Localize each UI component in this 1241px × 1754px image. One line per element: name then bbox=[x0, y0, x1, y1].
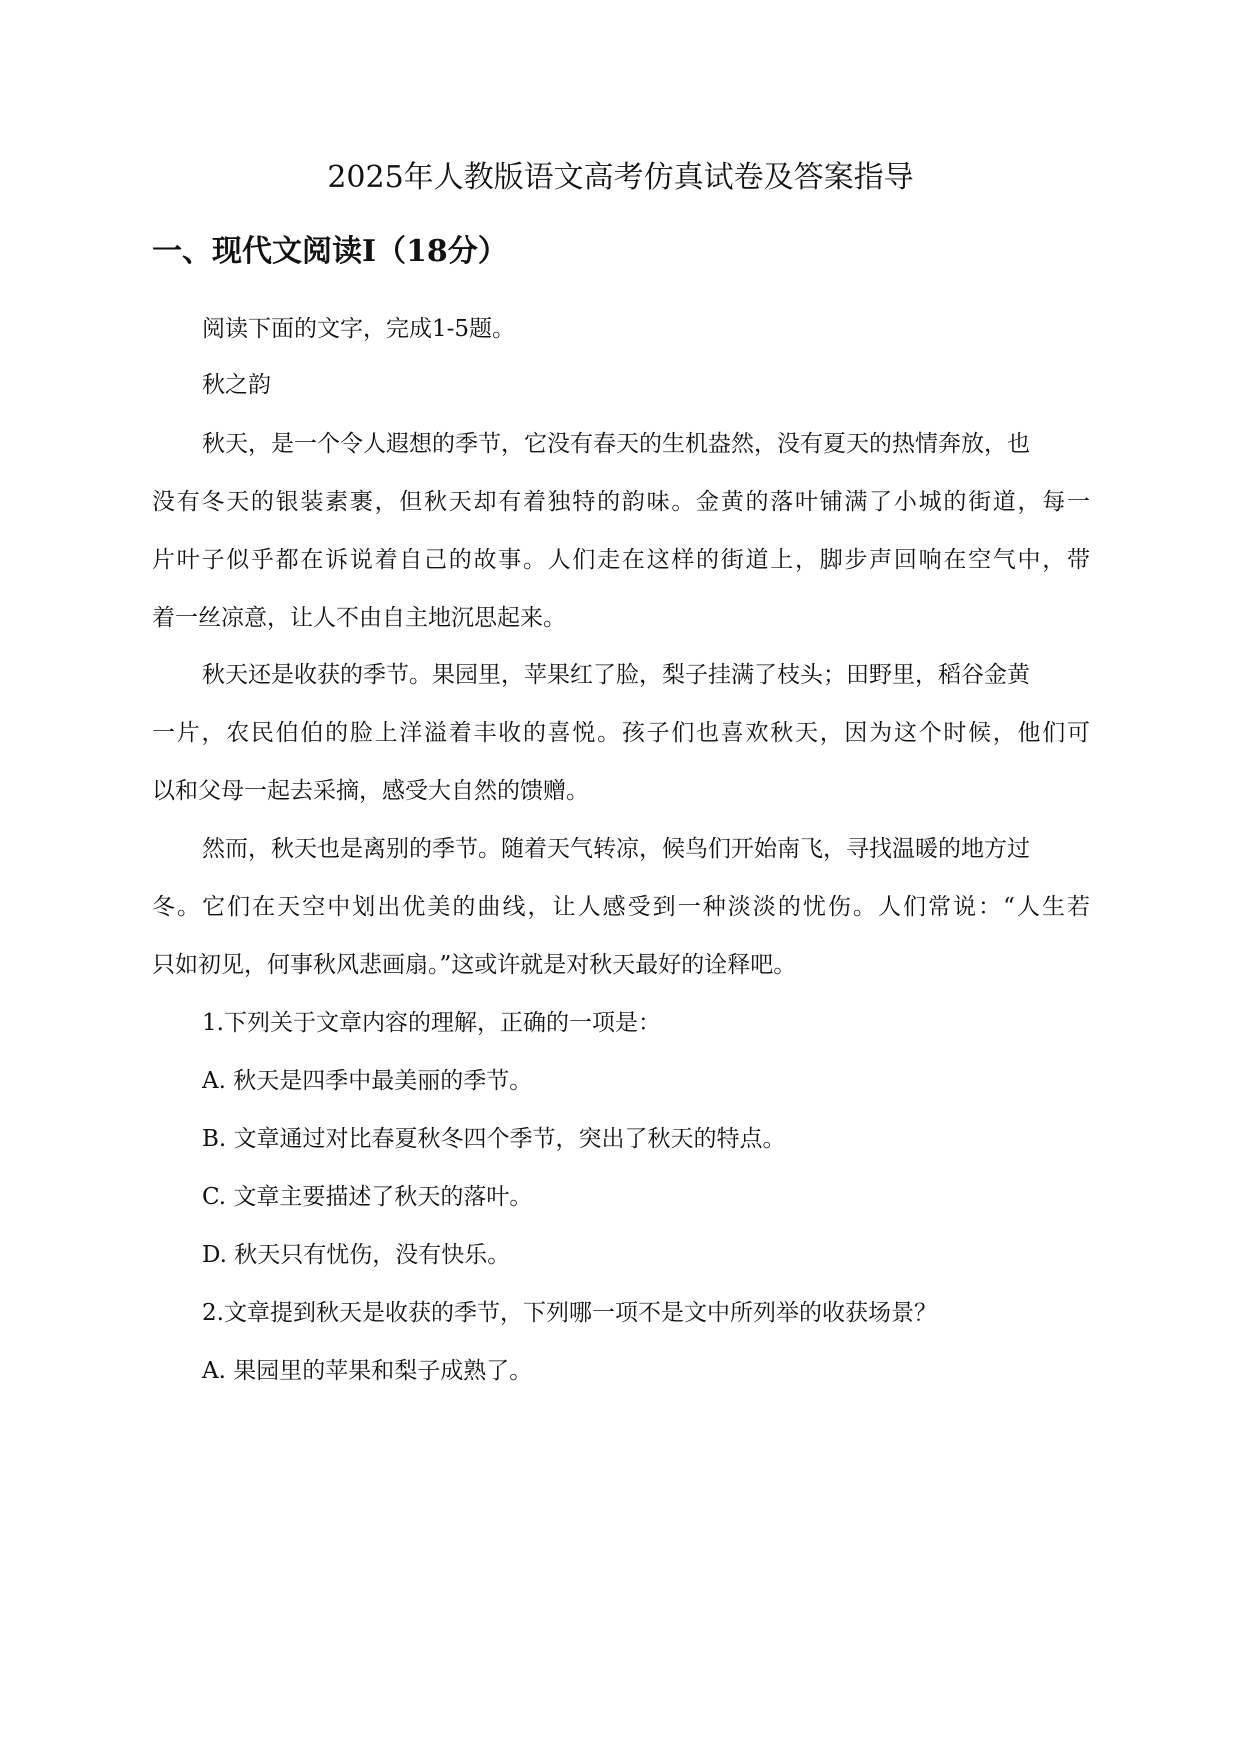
section-heading: 一、现代文阅读Ⅰ（18分） bbox=[152, 234, 508, 269]
paragraph-line: 以和父母一起去采摘，感受大自然的馈赠。 bbox=[152, 778, 589, 804]
question-stem: 1.下列关于文章内容的理解，正确的一项是： bbox=[202, 1010, 661, 1036]
question-option: D. 秋天只有忧伤，没有快乐。 bbox=[202, 1242, 511, 1268]
question-option: B. 文章通过对比春夏秋冬四个季节，突出了秋天的特点。 bbox=[202, 1126, 786, 1152]
question-option: A. 秋天是四季中最美丽的季节。 bbox=[202, 1068, 533, 1094]
paragraph-line: 片叶子似乎都在诉说着自己的故事。人们走在这样的街道上，脚步声回响在空气中，带 bbox=[152, 547, 1090, 573]
question-option: A. 果园里的苹果和梨子成熟了。 bbox=[202, 1358, 533, 1384]
paragraph-line: 秋天，是一个令人遐想的季节，它没有春天的生机盎然，没有夏天的热情奔放，也 bbox=[202, 431, 1030, 457]
paragraph-line: 只如初见，何事秋风悲画扇。”这或许就是对秋天最好的诠释吧。 bbox=[152, 952, 797, 978]
paragraph-line: 冬。它们在天空中划出优美的曲线，让人感受到一种淡淡的忧伤。人们常说：“人生若 bbox=[152, 894, 1090, 920]
paragraph-line: 没有冬天的银装素裹，但秋天却有着独特的韵味。金黄的落叶铺满了小城的街道，每一 bbox=[152, 489, 1090, 515]
paragraph-line: 然而，秋天也是离别的季节。随着天气转凉，候鸟们开始南飞，寻找温暖的地方过 bbox=[202, 836, 1030, 862]
paragraph-line: 秋天还是收获的季节。果园里，苹果红了脸，梨子挂满了枝头；田野里，稻谷金黄 bbox=[202, 662, 1030, 688]
article-title: 秋之韵 bbox=[202, 372, 271, 398]
question-stem: 2.文章提到秋天是收获的季节，下列哪一项不是文中所列举的收获场景？ bbox=[202, 1300, 937, 1326]
paragraph-line: 一片，农民伯伯的脸上洋溢着丰收的喜悦。孩子们也喜欢秋天，因为这个时候，他们可 bbox=[152, 720, 1090, 746]
document-title: 2025年人教版语文高考仿真试卷及答案指导 bbox=[327, 160, 914, 195]
instruction-text: 阅读下面的文字，完成1-5题。 bbox=[202, 316, 516, 342]
question-option: C. 文章主要描述了秋天的落叶。 bbox=[202, 1184, 533, 1210]
paragraph-line: 着一丝凉意，让人不由自主地沉思起来。 bbox=[152, 605, 566, 631]
